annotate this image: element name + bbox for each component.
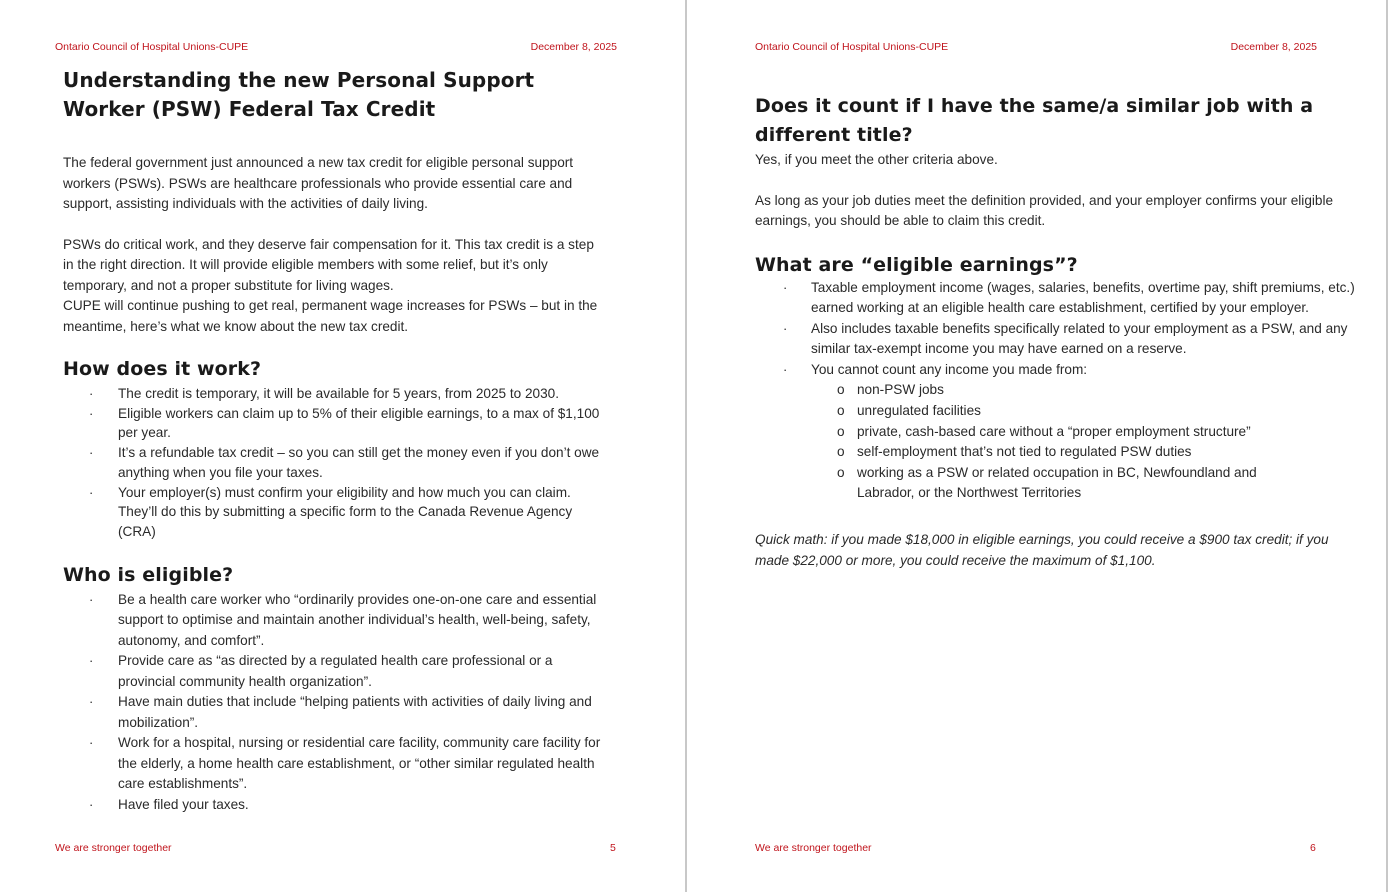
- list-item: · Work for a hospital, nursing or residential care facility, community care facility for the elderly, a home health care establishment, or “other similar regulated health care establishments”.: [89, 735, 601, 792]
- list-item: · Have filed your taxes.: [63, 795, 608, 816]
- header-organization: Ontario Council of Hospital Unions-CUPE: [55, 41, 249, 53]
- list-item: · Eligible workers can claim up to 5% of their eligible earnings, to a max of $1,100 per year.: [89, 405, 600, 441]
- footer-slogan: We are stronger together: [55, 842, 172, 854]
- excluded-income-list: [755, 380, 1355, 504]
- list-item: · You cannot count any income you made from: o non-PSW jobs o unregulated facilities o private, cash-based care without a “proper employment structure” o self-employment that’s not tied to regulated PSW duties o working as a PSW or related occupation in BC, Newfoundland and Labrador, or the Northwest Territories: [755, 360, 1355, 504]
- bullet-dot-icon: ·: [89, 653, 94, 669]
- bullet-dot-icon: ·: [89, 484, 94, 500]
- bullet-dot-icon: ·: [89, 405, 94, 421]
- how-it-works-list: [63, 384, 608, 542]
- bullet-dot-icon: ·: [783, 279, 788, 295]
- bullet-dot-icon: ·: [783, 361, 788, 377]
- page-6-content: [755, 92, 1355, 571]
- circle-bullet-icon: o: [837, 403, 845, 419]
- section-heading-similar-job: Does it count if I have the same/a similar job with a different title?: [755, 95, 1314, 146]
- page-5-content: [63, 66, 608, 815]
- header-date: December 8, 2025: [1230, 41, 1317, 53]
- page-edge-line: [1386, 0, 1388, 892]
- bullet-dot-icon: ·: [783, 320, 788, 336]
- list-item: · The credit is temporary, it will be available for 5 years, from 2025 to 2030.: [63, 384, 608, 404]
- bullet-dot-icon: ·: [89, 445, 94, 461]
- list-item: · Also includes taxable benefits specifically related to your employment as a PSW, and any similar tax-exempt income you may have earned on a reserve.: [783, 320, 1348, 357]
- bullet-dot-icon: ·: [89, 591, 94, 607]
- bullet-dot-icon: ·: [89, 796, 94, 812]
- document-title: Understanding the new Personal Support Worker (PSW) Federal Tax Credit: [63, 68, 535, 121]
- footer-slogan: We are stronger together: [755, 842, 872, 854]
- section-heading-how-it-works: How does it work?: [63, 358, 262, 380]
- page-number: 5: [610, 842, 616, 854]
- sub-list-item: o self-employment that’s not tied to regulated PSW duties: [810, 442, 1355, 463]
- list-item: · Have main duties that include “helping patients with activities of daily living and mobilization”.: [89, 694, 592, 730]
- list-item: · Your employer(s) must confirm your eligibility and how much you can claim. They’ll do this by submitting a specific form to the Canada Revenue Agency (CRA): [89, 484, 573, 539]
- bullet-dot-icon: ·: [89, 386, 94, 401]
- section-heading-who-is-eligible: Who is eligible?: [63, 563, 234, 586]
- answer-paragraph: As long as your job duties meet the definition provided, and your employer confirms your eligible earnings, you should be able to claim this credit.: [755, 192, 1334, 228]
- intro-paragraph: CUPE will continue pushing to get real, permanent wage increases for PSWs – but in the meantime, here’s what we know about the new tax credit.: [63, 298, 598, 334]
- header-date: December 8, 2025: [530, 41, 617, 53]
- sub-list-item: o unregulated facilities: [810, 401, 1355, 422]
- list-item: · Be a health care worker who “ordinarily provides one-on-one care and essential support to optimise and maintain another individual’s health, well-being, safety, autonomy, and comfort”.: [89, 591, 597, 648]
- circle-bullet-icon: o: [837, 444, 845, 460]
- document-page-6: [688, 0, 1387, 892]
- bullet-dot-icon: ·: [89, 735, 94, 751]
- list-item: · It’s a refundable tax credit – so you can still get the money even if you don’t owe anything when you file your taxes.: [89, 445, 600, 480]
- eligible-earnings-list: [755, 278, 1355, 505]
- list-item: · Taxable employment income (wages, salaries, benefits, overtime pay, shift premiums, etc.) earned working at an eligible health care establishment, certified by your employer.: [783, 279, 1355, 316]
- list-item: · Provide care as “as directed by a regulated health care professional or a provincial community health organization”.: [89, 653, 553, 689]
- sub-list-item: o private, cash-based care without a “proper employment structure”: [810, 422, 1355, 443]
- circle-bullet-icon: o: [837, 464, 845, 480]
- bullet-dot-icon: ·: [89, 694, 94, 710]
- document-page-5: [0, 0, 685, 892]
- circle-bullet-icon: o: [837, 423, 845, 439]
- section-heading-eligible-earnings: What are “eligible earnings”?: [755, 253, 1078, 276]
- quick-math-note: Quick math: if you made $18,000 in eligible earnings, you could receive a $900 tax credit; if you made $22,000 or more, you could receive the maximum of $1,100.: [755, 532, 1329, 568]
- intro-paragraph: The federal government just announced a new tax credit for eligible personal support workers (PSWs). PSWs are healthcare professionals who provide essential care and support, assisting individuals with the activities of daily living.: [63, 155, 574, 211]
- page-divider: [685, 0, 687, 892]
- intro-paragraph: PSWs do critical work, and they deserve fair compensation for it. This tax credit is a step in the right direction. It will provide eligible members with some relief, but it’s only temporary, and not a proper substitute for living wages.: [63, 236, 594, 293]
- page-number: 6: [1310, 842, 1316, 854]
- answer-paragraph: Yes, if you meet the other criteria above.: [755, 152, 998, 167]
- sub-list-item: o non-PSW jobs: [810, 380, 1355, 401]
- sub-list-item: o working as a PSW or related occupation in BC, Newfoundland and Labrador, or the Northwest Territories: [837, 464, 1257, 501]
- eligibility-list: [63, 590, 608, 816]
- circle-bullet-icon: o: [837, 382, 845, 398]
- header-organization: Ontario Council of Hospital Unions-CUPE: [755, 41, 949, 53]
